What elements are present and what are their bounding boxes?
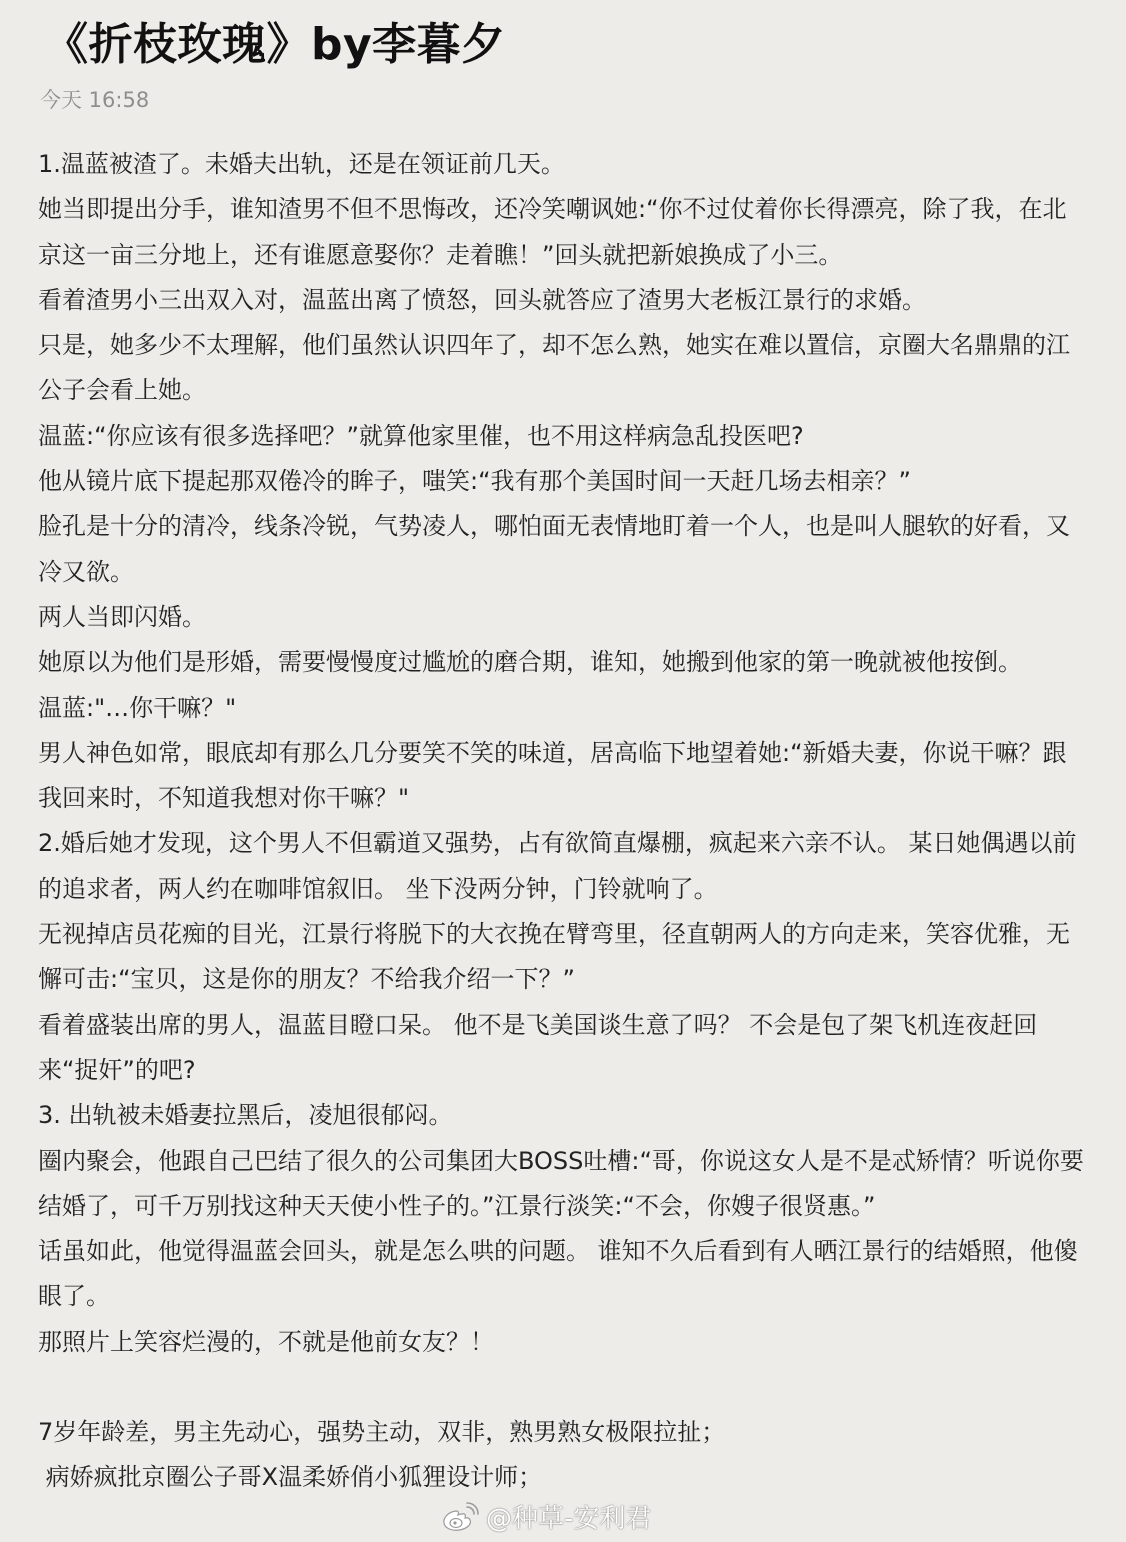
paragraph: 她原以为他们是形婚，需要慢慢度过尴尬的磨合期，谁知，她搬到他家的第一晚就被他按倒。 [38,648,1022,677]
paragraph: 温蓝:“你应该有很多选择吧？”就算他家里催，也不用这样病急乱投医吧? [38,421,804,450]
paragraph: 两人当即闪婚。 [38,602,206,631]
paragraph: 看着盛装出席的男人，温蓝目瞪口呆。 他不是飞美国谈生意了吗？ 不会是包了架飞机连夜赶回来“捉奸”的吧? [38,1010,1038,1084]
paragraph: 男人神色如常，眼底却有那么几分要笑不笑的味道，居高临下地望着她:“新婚夫妻，你说干嘛？跟我回来时，不知道我想对你干嘛？" [38,738,1067,813]
paragraph: 脸孔是十分的清冷，线条冷锐，气势凌人，哪怕面无表情地盯着一个人，也是叫人腿软的好看，又冷又欲。 [38,512,1070,586]
summary-line: 病娇疯批京圈公子哥X温柔娇俏小狐狸设计师； [38,1463,543,1492]
paragraph: 圈内聚会，他跟自己巴结了很久的公司集团大BOSS吐槽:“哥，你说这女人是不是忒矫情？听说你要结婚了，可千万别找这种天天使小性子的。”江景行淡笑:“不会，你嫂子很贤惠。” [38,1146,1084,1220]
paragraph: 话虽如此，他觉得温蓝会回头，就是怎么哄的问题。 谁知不久后看到有人晒江景行的结婚照，他傻眼了。 [38,1237,1078,1311]
paragraph: 那照片上笑容烂漫的，不就是他前女友？！ [38,1327,494,1356]
weibo-icon [440,1501,480,1533]
paragraph: 她当即提出分手，谁知渣男不但不思悔改，还冷笑嘲讽她:“你不过仗着你长得漂亮，除了我，在北京这一亩三分地上，还有谁愿意娶你？走着瞧！”回头就把新娘换成了小三。 [38,195,1067,269]
paragraph: 1.温蓝被渣了。未婚夫出轨，还是在领证前几天。 [38,150,565,178]
paragraph: 无视掉店员花痴的目光，江景行将脱下的大衣挽在臂弯里，径直朝两人的方向走来，笑容优雅，无懈可击:“宝贝，这是你的朋友？不给我介绍一下？” [38,920,1070,994]
paragraph: 温蓝:"…你干嘛？" [38,693,237,722]
paragraph: 只是，她多少不太理解，他们虽然认识四年了，却不怎么熟，她实在难以置信，京圈大名鼎鼎的江公子会看上她。 [38,331,1070,405]
paragraph: 2.婚后她才发现，这个男人不但霸道又强势，占有欲简直爆棚，疯起来六亲不认。 某日她偶遇以前的追求者，两人约在咖啡馆叙旧。 坐下没两分钟，门铃就响了。 [38,829,1077,903]
paragraph: 3. 出轨被未婚妻拉黑后，凌旭很郁闷。 [38,1101,453,1130]
summary-line: 7岁年龄差，男主先动心，强势主动，双非，熟男熟女极限拉扯； [38,1418,726,1447]
watermark-text: @种草-安利君 [486,1504,652,1534]
spacer [38,1365,1088,1410]
article-body [38,142,1088,1500]
document-title: 《折枝玫瑰》by李暮夕 [44,19,506,70]
paragraph: 看着渣男小三出双入对，温蓝出离了愤怒，回头就答应了渣男大老板江景行的求婚。 [38,285,926,314]
watermark [440,1498,651,1535]
paragraph: 他从镜片底下提起那双倦冷的眸子，嗤笑:“我有那个美国时间一天赶几场去相亲？” [38,467,911,496]
timestamp: 今天 16:58 [40,88,150,112]
